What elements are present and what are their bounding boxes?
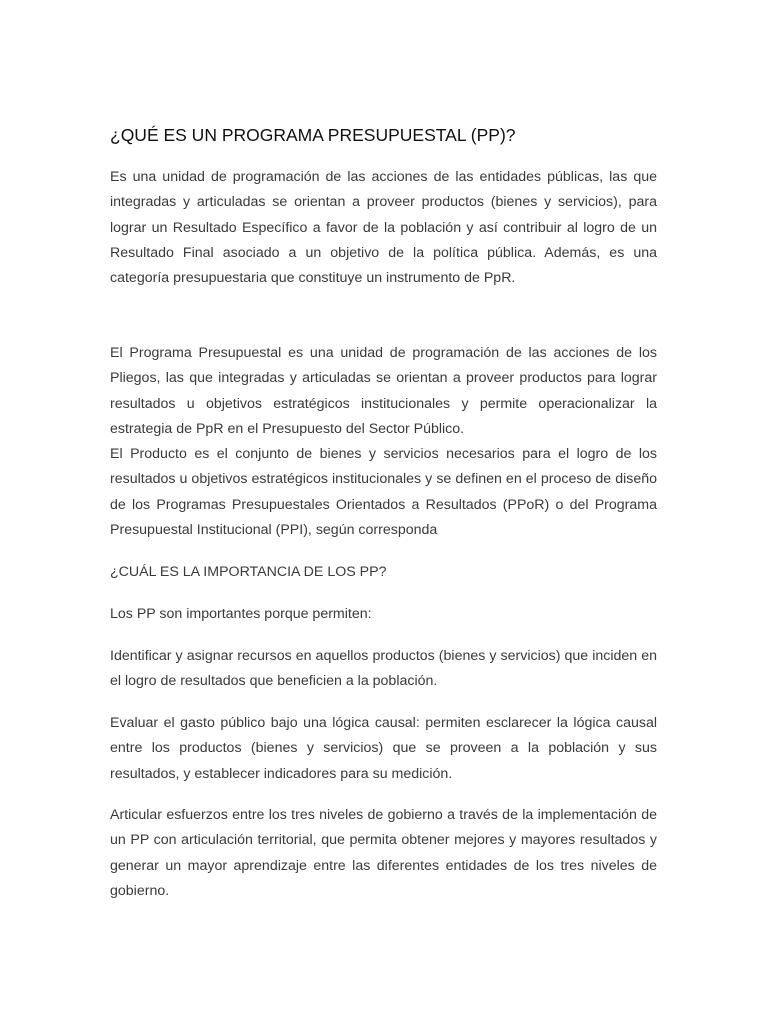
paragraph-definition: Es una unidad de programación de las acciones de las entidades públicas, las que integradas y articuladas se orientan a proveer productos (bienes y servicios), para lograr un Resultado Específico a favor de la población y así contribuir al logro de un Resultado Final asociado a un objetivo de la política pública. Además, es una categoría presupuestaria que constituye un instrumento de PpR.: [110, 169, 657, 287]
paragraph-articular: Articular esfuerzos entre los tres niveles de gobierno a través de la implementación de un PP con articulación territorial, que permita obtener mejores y mayores resultados y generar un mayor aprendizaje entre las diferentes entidades de los tres niveles de gobierno.: [110, 807, 657, 899]
section-heading-importancia: ¿CUÁL ES LA IMPORTANCIA DE LOS PP?: [110, 564, 387, 580]
paragraph-producto: El Producto es el conjunto de bienes y servicios necesarios para el logro de los resultados u objetivos estratégicos institucionales y se definen en el proceso de diseño de los Programas Presupuestales Orientados a Resultados (PPoR) o del Programa Presupuestal Institucional (PPI), según corresponda: [110, 446, 657, 538]
paragraph-evaluar: Evaluar el gasto público bajo una lógica causal: permiten esclarecer la lógica causal entre los productos (bienes y servicios) que se proveen a la población y sus resultados, y establecer indicadores para su medición.: [110, 715, 657, 782]
paragraph-identificar: Identificar y asignar recursos en aquellos productos (bienes y servicios) que inciden en el logro de resultados que beneficien a la población.: [110, 648, 657, 690]
document-title: ¿QUÉ ES UN PROGRAMA PRESUPUESTAL (PP)?: [110, 125, 516, 145]
paragraph-programa-presupuestal: El Programa Presupuestal es una unidad de programación de las acciones de los Pliegos, las que integradas y articuladas se orientan a proveer productos para lograr resultados u objetivos estratégicos institucionales y permite operacionalizar la estrategia de PpR en el Presupuesto del Sector Público.: [110, 345, 657, 437]
paragraph-importance-intro: Los PP son importantes porque permiten:: [110, 606, 372, 622]
